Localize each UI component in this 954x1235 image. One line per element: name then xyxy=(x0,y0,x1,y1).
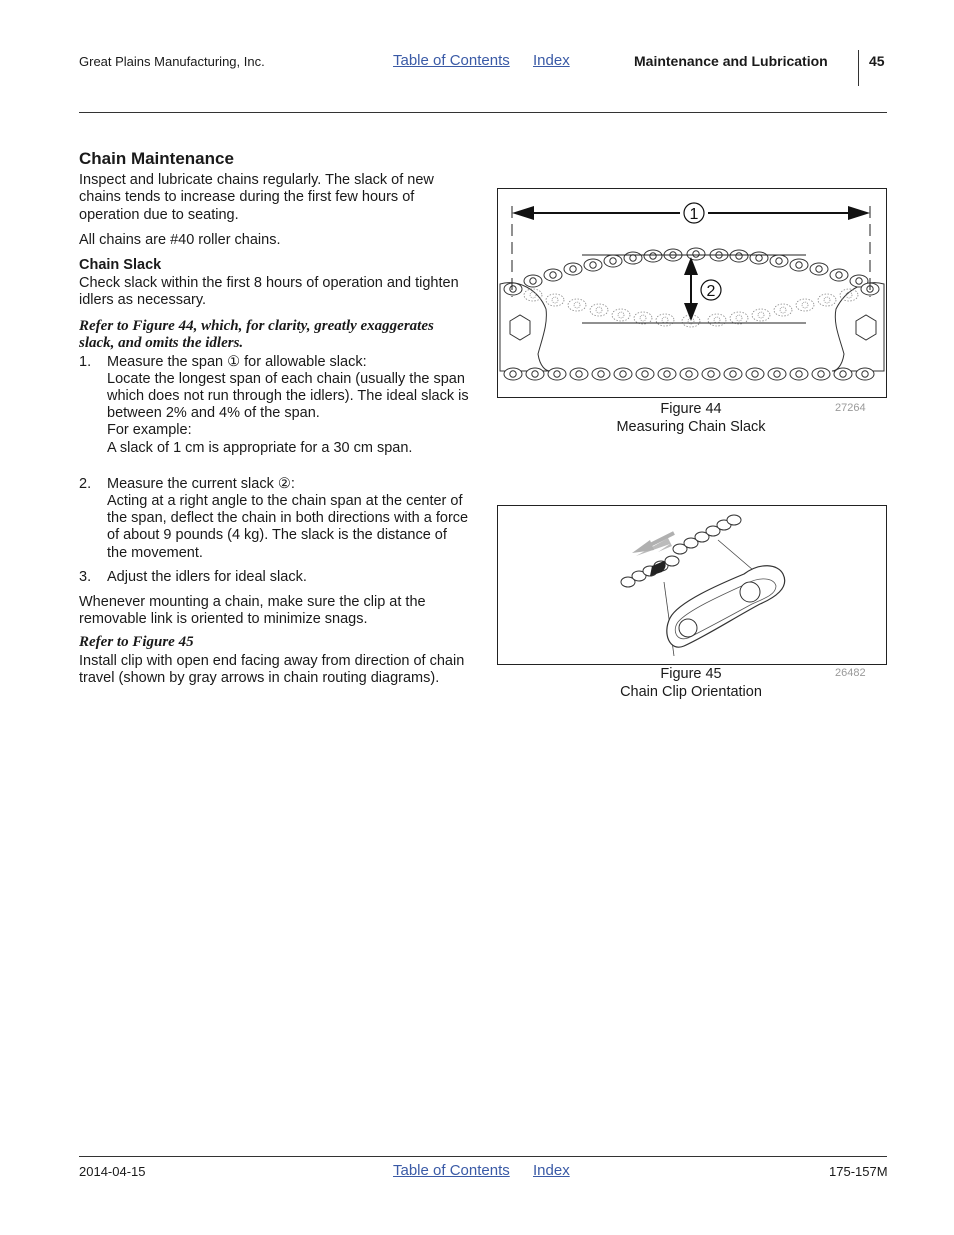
figure45-title: Chain Clip Orientation xyxy=(620,683,762,700)
travel-arrow-head-icon xyxy=(632,540,654,553)
footer-date: 2014-04-15 xyxy=(79,1164,146,1179)
figure45-number: Figure 45 xyxy=(660,666,722,682)
section-title: Maintenance and Lubrication xyxy=(634,53,828,69)
step-body: Locate the longest span of each chain (usually the span which does not run through the idlers). The ideal slack is between 2% and 4% of the span. xyxy=(107,370,469,422)
footer-index-link[interactable]: Index xyxy=(533,1162,570,1179)
figure44-reference: Refer to Figure 44, which, for clarity, greatly exaggerates slack, and omits the idlers. xyxy=(79,317,434,352)
intro-paragraph: Inspect and lubricate chains regularly. The slack of new chains tends to increase during the first few hours of operation due to seating. xyxy=(79,172,434,223)
chain-slack-paragraph: Check slack within the first 8 hours of operation and tighten idlers as necessary. xyxy=(79,275,459,309)
header-divider xyxy=(858,50,859,86)
figure45-caption xyxy=(580,666,802,701)
header-toc-link[interactable]: Table of Contents xyxy=(393,52,510,69)
figure45-reference: Refer to Figure 45 xyxy=(79,634,194,651)
main-text xyxy=(79,150,471,687)
step-title: Adjust the idlers for ideal slack. xyxy=(107,568,307,585)
footer-toc-link[interactable]: Table of Contents xyxy=(393,1162,510,1179)
bottom-chain-span xyxy=(504,368,874,380)
slack-arrow-down-icon xyxy=(684,303,698,321)
mounting-paragraph: Whenever mounting a chain, make sure the clip at the removable link is oriented to minimize snags. xyxy=(79,594,426,628)
doc-number: 175-157M xyxy=(829,1164,888,1179)
figure45-frame xyxy=(497,505,887,665)
chain-slack-heading: Chain Slack xyxy=(79,257,162,274)
page-number: 45 xyxy=(869,53,885,69)
small-sprocket-icon xyxy=(679,619,697,637)
step-number: 2. xyxy=(79,475,92,492)
figure44-id: 27264 xyxy=(835,402,866,414)
callout-2-label: 2 xyxy=(706,283,716,300)
step-body: Acting at a right angle to the chain span at the center of the span, deflect the chain in both directions with a force of about 9 pounds (4 kg). The slack is the distance of the movement. xyxy=(107,493,469,561)
step-number: 3. xyxy=(79,568,92,585)
callout-1-label: 1 xyxy=(689,206,699,223)
step-number: 1. xyxy=(79,353,92,370)
section-heading: Chain Maintenance xyxy=(79,149,234,168)
upper-chain-segment xyxy=(673,515,741,554)
step-title: Measure the current slack ②: xyxy=(107,475,295,492)
clip-paragraph: Install clip with open end facing away from direction of chain travel (shown by gray arrows in chain routing diagrams). xyxy=(79,652,465,687)
right-hub-icon xyxy=(856,315,876,340)
large-sprocket-icon xyxy=(740,582,760,602)
figure44-number: Figure 44 xyxy=(660,401,722,417)
example-label: For example: xyxy=(107,422,192,439)
footer-rule xyxy=(79,1156,887,1157)
chain-slack-illustration xyxy=(498,189,886,397)
left-hub-icon xyxy=(510,315,530,340)
step-2 xyxy=(79,476,471,562)
span-arrow-left-icon xyxy=(512,206,534,220)
step-title: Measure the span ① for allowable slack: xyxy=(107,353,367,370)
example-text: A slack of 1 cm is appropriate for a 30 cm span. xyxy=(107,439,413,456)
figure44-title: Measuring Chain Slack xyxy=(616,418,766,435)
step-3 xyxy=(79,569,471,586)
leader-line xyxy=(718,540,753,570)
chain-clip-illustration xyxy=(498,506,886,664)
figure45-id: 26482 xyxy=(835,667,866,679)
step-1 xyxy=(79,354,471,457)
figure44-caption xyxy=(580,401,802,436)
figure44-frame xyxy=(497,188,887,398)
company-name: Great Plains Manufacturing, Inc. xyxy=(79,54,265,69)
header-index-link[interactable]: Index xyxy=(533,52,570,69)
span-arrow-right-icon xyxy=(848,206,870,220)
chain-type-paragraph: All chains are #40 roller chains. xyxy=(79,231,281,248)
lower-chain-segment xyxy=(621,556,679,587)
header-rule xyxy=(79,112,887,113)
